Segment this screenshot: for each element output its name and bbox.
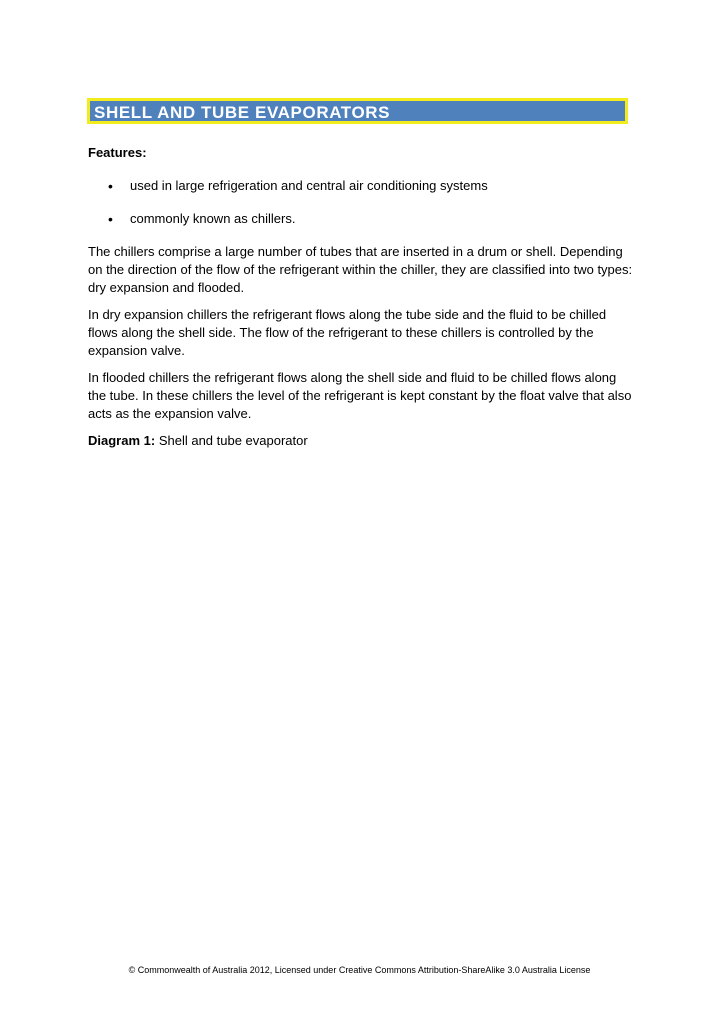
features-heading: Features: [88, 145, 147, 160]
section-title-box [87, 98, 628, 124]
document-body [88, 144, 633, 450]
paragraph-dry-expansion: In dry expansion chillers the refrigerant flows along the tube side and the fluid to be chilled flows along the shell side. The flow of the refrigerant to these chillers is controlled by the expansion valve. [88, 307, 607, 358]
bullet-icon: • [108, 178, 113, 194]
footer-license: © Commonwealth of Australia 2012, Licensed under Creative Commons Attribution-ShareAlike 3.0 Australia License [128, 965, 591, 975]
diagram-caption [88, 432, 633, 450]
list-item-text: commonly known as chillers. [130, 211, 296, 226]
list-item [88, 177, 633, 195]
paragraph-flooded: In flooded chillers the refrigerant flows along the shell side and fluid to be chilled flows along the tube. In these chillers the level of the refrigerant is kept constant by the float valve that also acts as the expansion valve. [88, 370, 632, 421]
list-item-text: used in large refrigeration and central air conditioning systems [130, 178, 488, 193]
features-list [88, 177, 633, 228]
bullet-icon: • [108, 211, 113, 227]
diagram-caption-label: Diagram 1: [88, 433, 156, 448]
section-title: SHELL AND TUBE EVAPORATORS [94, 103, 391, 122]
paragraph-chillers-intro: The chillers comprise a large number of tubes that are inserted in a drum or shell. Depending on the direction of the flow of the refrigerant within the chiller, they are classified into two types: dry expansion and flooded. [88, 244, 633, 295]
diagram-caption-text: Shell and tube evaporator [155, 433, 308, 448]
list-item [88, 210, 633, 228]
